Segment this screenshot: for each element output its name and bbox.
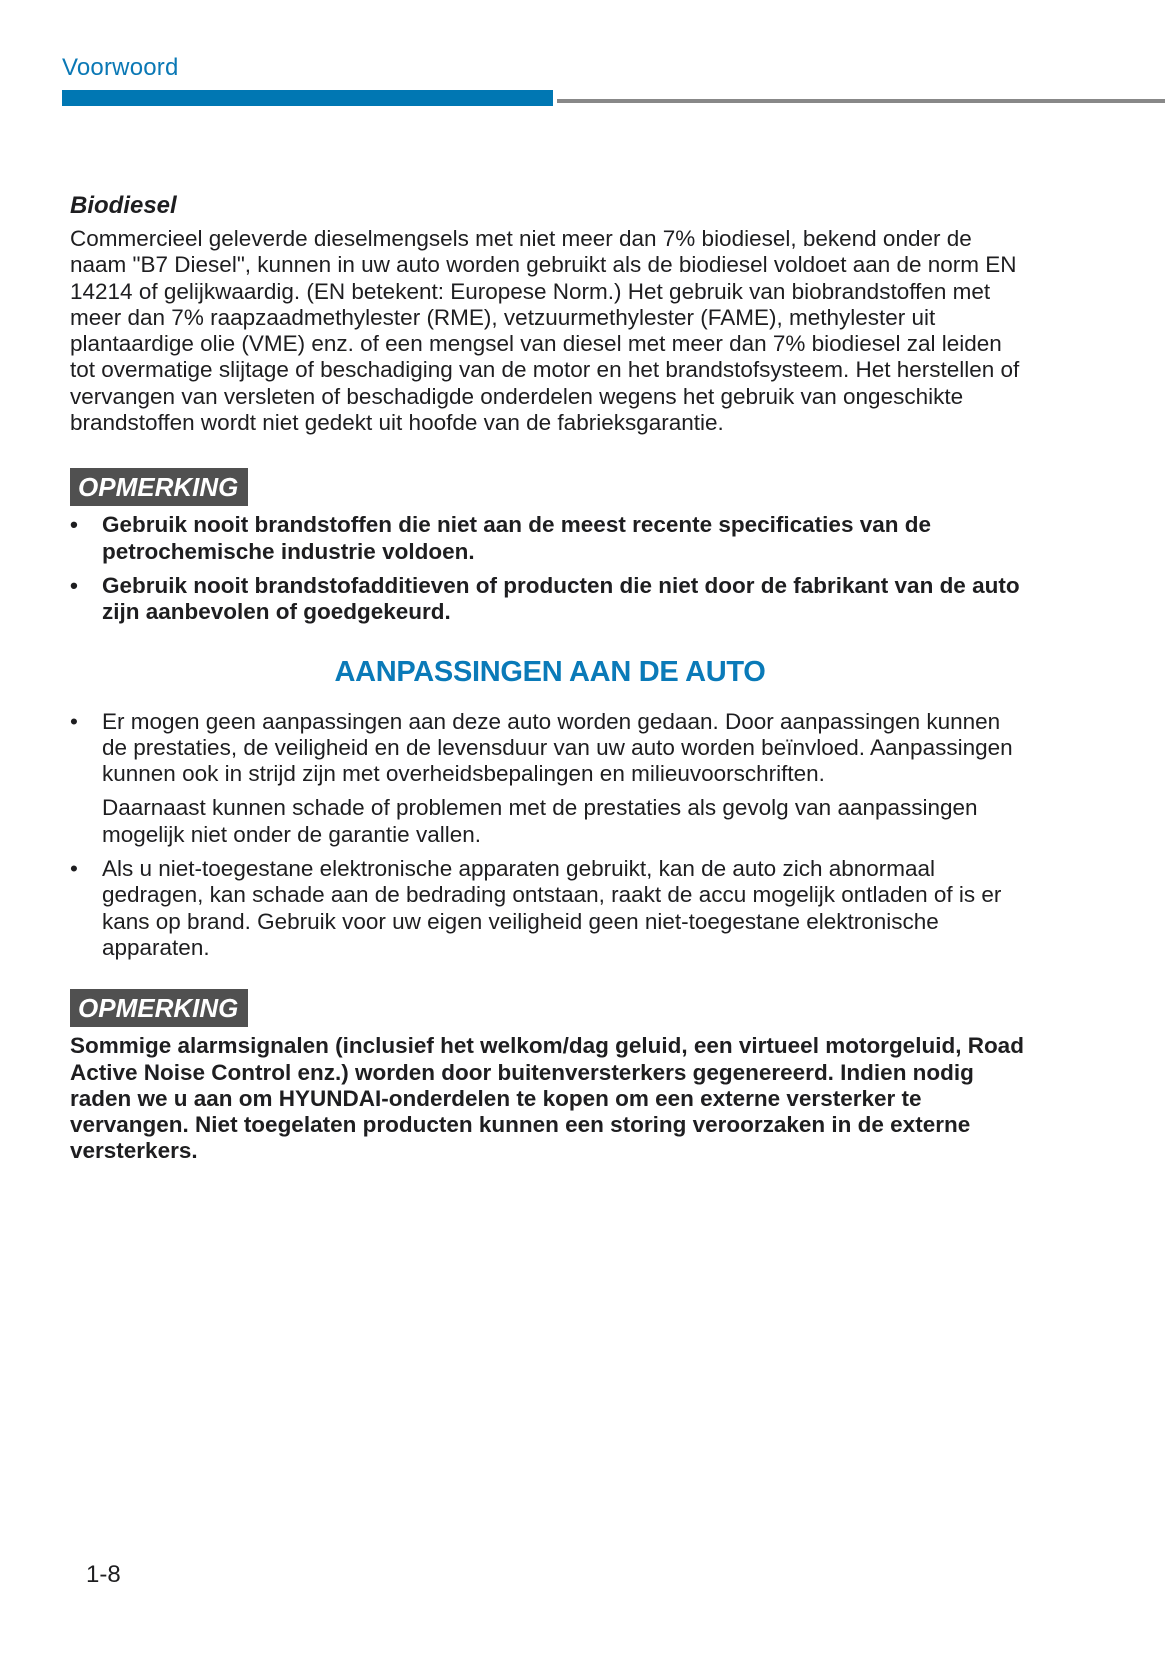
page-content (70, 192, 1030, 1165)
note-list (70, 512, 1030, 625)
note-item (70, 512, 1030, 565)
biodiesel-paragraph: Commercieel geleverde dieselmengsels met niet meer dan 7% biodiesel, bekend onder de naam "B7 Diesel", kunnen in uw auto worden gebruikt als de biodiesel voldoet aan de norm EN 14214 of gelijkwaardig. (EN betekent: Europese Norm.) Het gebruik van biobrandstoffen met meer dan 7% raapzaadmethylester (RME), vetzuurmethylester (FAME), methylester uit plantaardige olie (VME) enz. of een mengsel van diesel met meer dan 7% biodiesel zal leiden tot overmatige slijtage of beschadiging van de motor en het brandstofsysteem. Het herstellen of vervangen van versleten of beschadigde onderdelen wegens het gebruik van ongeschikte brandstoffen wordt niet gedekt uit hoofde van de fabrieksgarantie. (70, 226, 1020, 436)
header-rule (557, 99, 1165, 103)
section-title: AANPASSINGEN AAN DE AUTO (334, 655, 766, 688)
modifications-list (70, 709, 1030, 962)
note-paragraph: Sommige alarmsignalen (inclusief het welkom/dag geluid, een virtueel motorgeluid, Road Active Noise Control enz.) worden door buitenversterkers gegenereerd. Indien nodig raden we u aan om HYUNDAI-onderdelen te kopen om een externe versterker te vervangen. Niet toegelaten producten kunnen een storing veroorzaken in de externe versterkers. (70, 1033, 1024, 1164)
modifications-item (70, 709, 1030, 848)
bullet-icon: • (70, 512, 78, 538)
note-label: OPMERKING (70, 468, 248, 506)
header-accent-bar (62, 90, 553, 106)
bullet-icon: • (70, 708, 78, 734)
modifications-item-extra: Daarnaast kunnen schade of problemen met de prestaties als gevolg van aanpassingen mogelijk niet onder de garantie vallen. (102, 795, 978, 847)
note-item (70, 573, 1030, 626)
bullet-icon: • (70, 572, 78, 598)
bullet-icon: • (70, 856, 78, 882)
page-number: 1-8 (86, 1561, 121, 1588)
note-label: OPMERKING (70, 989, 248, 1027)
biodiesel-heading: Biodiesel (70, 192, 177, 219)
modifications-item-text: Als u niet-toegestane elektronische apparaten gebruikt, kan de auto zich abnormaal gedragen, kan schade aan de bedrading ontstaan, raakt de accu mogelijk ontladen of is er kans op brand. Gebruik voor uw eigen veiligheid geen niet-toegestane elektronische apparaten. (102, 856, 1002, 960)
modifications-item-text: Er mogen geen aanpassingen aan deze auto worden gedaan. Door aanpassingen kunnen de prestaties, de veiligheid en de levensduur van uw auto worden beïnvloed. Aanpassingen kunnen ook in strijd zijn met overheidsbepalingen en milieuvoorschriften. (102, 708, 1013, 787)
section-header-title: Voorwoord (62, 54, 179, 81)
note-item-text: Gebruik nooit brandstoffen die niet aan de meest recente specificaties van de petrochemische industrie voldoen. (102, 512, 931, 564)
modifications-item (70, 856, 1030, 961)
note-item-text: Gebruik nooit brandstofadditieven of producten die niet door de fabrikant van de auto zijn aanbevolen of goedgekeurd. (102, 572, 1020, 625)
